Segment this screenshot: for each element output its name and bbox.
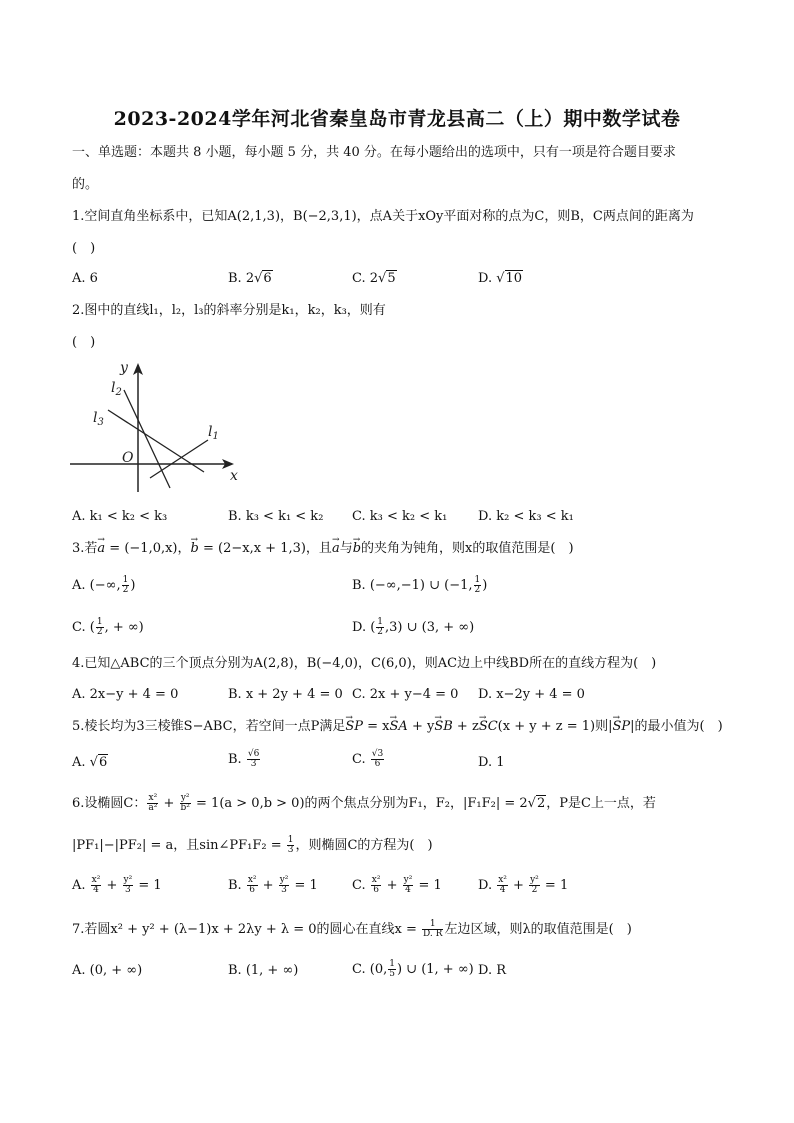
q5-plus-y: + y xyxy=(407,719,435,734)
q3-option-a xyxy=(72,576,135,595)
q6-d-plus: + xyxy=(508,878,529,893)
q6-line2-end: ，则椭圆C的方程为( ) xyxy=(295,838,433,853)
q2-figure xyxy=(68,360,243,495)
q6-d-pre: D. xyxy=(478,878,497,893)
q3-b-frac: $\frac{1}{2}$ xyxy=(474,575,481,595)
q1-d-rad: 10 xyxy=(505,271,523,286)
q3-c-pre: C. ( xyxy=(72,620,95,635)
q7-option-b: B. (1, + ∞) xyxy=(228,963,299,978)
q3-c-post: , + ∞) xyxy=(104,620,144,635)
q4-option-b: B. x + 2y + 4 = 0 xyxy=(228,687,343,702)
q5-c-pre: C. xyxy=(352,752,370,767)
q3-stem xyxy=(72,540,574,558)
q1-stem: 1.空间直角坐标系中，已知A(2,1,3)，B(−2,3,1)，点A关于xOy平面对称的点为C，则B，C两点间的距离为 xyxy=(72,209,694,224)
q1-c-coef: C. 2 xyxy=(352,271,379,286)
q5-option-b xyxy=(228,750,261,769)
q6-d-frac2: $\frac{\text{y²}}{2}$ xyxy=(530,875,539,895)
q2-option-d: D. k₂ < k₃ < k₁ xyxy=(478,509,574,524)
q1-b-sqrt: √6 xyxy=(254,271,272,286)
q6-a-eq: = 1 xyxy=(134,878,162,893)
q7-stem-pre: 7.若圆x² + y² + (λ−1)x + 2λy + λ = 0的圆心在直线x = xyxy=(72,922,422,937)
q6-d-eq: = 1 xyxy=(540,878,569,893)
q6-rad: 2 xyxy=(536,796,546,811)
l3-label: $l_3$ xyxy=(93,410,104,428)
q3-stem-pre: 3.若 xyxy=(72,541,98,556)
q6-c-frac1: $\frac{\text{x²}}{6}$ xyxy=(371,875,381,895)
q1-paren: ( ) xyxy=(72,241,96,256)
q2-option-a: A. k₁ < k₂ < k₃ xyxy=(72,509,168,524)
q2-option-b: B. k₃ < k₁ < k₂ xyxy=(228,509,324,524)
q3-c-frac: $\frac{1}{2}$ xyxy=(96,617,103,637)
q7-stem-end: 左边区域，则λ的取值范围是( ) xyxy=(444,922,632,937)
exam-title: 2023-2024学年河北省秦皇岛市青龙县高二（上）期中数学试卷 xyxy=(113,108,681,130)
q2-paren: ( ) xyxy=(72,335,96,350)
q5-option-a xyxy=(72,754,108,772)
vec-sa: → SA xyxy=(390,718,408,736)
q3-option-d xyxy=(352,618,474,637)
q6-stem-mid: = 1(a > 0,b > 0)的两个焦点分别为F₁，F₂，|F₁F₂| = 2 xyxy=(191,796,528,811)
q7-c-post: ) ∪ (1, + ∞) xyxy=(396,962,474,977)
q7-option-c xyxy=(352,960,474,979)
q3-option-b xyxy=(352,576,487,595)
q6-b-eq: = 1 xyxy=(290,878,318,893)
q6-frac-y: $\frac{\text{y²}}{\text{b²}}$ xyxy=(180,793,190,813)
origin-label: O xyxy=(122,450,134,466)
q3-stem-end: 的夹角为钝角，则x的取值范围是( ) xyxy=(361,541,574,556)
q5-a-pre: A. xyxy=(72,755,90,770)
vector-a-ref: → a xyxy=(332,540,340,558)
q6-stem-line2 xyxy=(72,836,433,855)
q4-option-d: D. x−2y + 4 = 0 xyxy=(478,687,585,702)
q6-d-frac1: $\frac{\text{x²}}{4}$ xyxy=(498,875,507,895)
q3-b-post: ) xyxy=(482,578,488,593)
y-axis-label: y xyxy=(120,360,128,376)
q3-d-pre: D. ( xyxy=(352,620,376,635)
vector-b: → b xyxy=(191,540,199,558)
q3-b-pre: B. (−∞,−1) ∪ (−1, xyxy=(352,578,473,593)
q6-frac-x: $\frac{\text{x²}}{\text{a²}}$ xyxy=(148,793,158,813)
q6-option-b xyxy=(228,876,318,895)
q1-d-sqrt: √10 xyxy=(496,271,523,286)
q6-c-frac2: $\frac{\text{y²}}{4}$ xyxy=(403,875,413,895)
q7-stem xyxy=(72,920,632,939)
q5-c-frac: $\frac{√3}{6}$ xyxy=(371,749,384,769)
l1-label: $l_1$ xyxy=(208,424,219,442)
l2-label: $l_2$ xyxy=(111,380,122,398)
q7-c-pre: C. (0, xyxy=(352,962,388,977)
q4-option-a: A. 2x−y + 4 = 0 xyxy=(72,687,179,702)
q6-c-eq: = 1 xyxy=(414,878,442,893)
q6-a-pre: A. xyxy=(72,878,90,893)
q5-option-d: D. 1 xyxy=(478,755,505,770)
q3-and: 与 xyxy=(339,541,353,556)
vec-sp-abs: → SP xyxy=(612,718,630,736)
q3-a-frac: $\frac{1}{2}$ xyxy=(122,575,129,595)
q7-frac: $\frac{1}{D. R}$ xyxy=(423,919,443,939)
q1-c-sqrt: √5 xyxy=(378,271,396,286)
q6-c-pre: C. xyxy=(352,878,370,893)
q3-vec-a-value: = (−1,0,x)， xyxy=(105,541,191,556)
q6-a-frac1: $\frac{\text{x²}}{4}$ xyxy=(91,875,101,895)
q6-stem-pre: 6.设椭圆C： xyxy=(72,796,147,811)
q3-a-pre: A. (−∞, xyxy=(72,578,121,593)
q6-b-frac2: $\frac{\text{y²}}{3}$ xyxy=(279,875,289,895)
q4-stem: 4.已知△ABC的三个顶点分别为A(2,8)，B(−4,0)，C(6,0)，则AC边上中线BD所在的直线方程为( ) xyxy=(72,656,657,671)
q3-d-frac: $\frac{1}{2}$ xyxy=(377,617,384,637)
q5-stem-end: |的最小值为( ) xyxy=(630,719,723,734)
q2-option-c: C. k₃ < k₂ < k₁ xyxy=(352,509,448,524)
q6-b-frac1: $\frac{\text{x²}}{6}$ xyxy=(247,875,257,895)
q6-stem-end: ，P是C上一点，若 xyxy=(546,796,656,811)
q6-line2-pre: |PF₁|−|PF₂| = a，且sin∠PF₁F₂ = xyxy=(72,838,286,853)
q3-option-c xyxy=(72,618,144,637)
q6-a-plus: + xyxy=(102,878,122,893)
q5-b-frac: $\frac{√6}{3}$ xyxy=(247,749,260,769)
vector-a: → a xyxy=(97,540,105,558)
line-l2 xyxy=(124,390,170,488)
q7-option-a: A. (0, + ∞) xyxy=(72,963,143,978)
q7-option-d: D. R xyxy=(478,963,507,978)
q5-a-rad: 6 xyxy=(98,755,108,770)
q6-a-frac2: $\frac{\text{y²}}{3}$ xyxy=(123,875,133,895)
q6-plus: + xyxy=(159,796,179,811)
q6-sin-frac: $\frac{1}{3}$ xyxy=(287,835,294,855)
q6-sqrt: √2 xyxy=(527,796,546,811)
x-axis-label: x xyxy=(230,468,238,484)
q6-option-c xyxy=(352,876,442,895)
q1-d-label: D. xyxy=(478,271,497,286)
q6-c-plus: + xyxy=(382,878,402,893)
q6-b-plus: + xyxy=(258,878,278,893)
vec-sc: → SC xyxy=(479,718,498,736)
line-l1 xyxy=(150,440,208,478)
q6-b-pre: B. xyxy=(228,878,246,893)
q1-option-d xyxy=(478,270,523,288)
q5-option-c xyxy=(352,750,385,769)
q5-b-pre: B. xyxy=(228,752,246,767)
q1-b-rad: 6 xyxy=(263,271,272,286)
q1-b-coef: B. 2 xyxy=(228,271,255,286)
q5-cond: (x + y + z = 1)则| xyxy=(497,719,613,734)
q5-plus-z: + z xyxy=(452,719,479,734)
q3-a-post: ) xyxy=(130,578,136,593)
vec-sb: → SB xyxy=(434,718,452,736)
q6-option-d xyxy=(478,876,568,895)
q7-c-frac: $\frac{1}{5}$ xyxy=(389,959,395,979)
vec-sp: → SP xyxy=(345,718,363,736)
q3-vec-b-value: = (2−x,x + 1,3)，且 xyxy=(198,541,332,556)
q1-c-rad: 5 xyxy=(387,271,396,286)
q1-option-b xyxy=(228,270,273,288)
q2-stem: 2.图中的直线l₁，l₂，l₃的斜率分别是k₁，k₂，k₃，则有 xyxy=(72,303,386,318)
q5-eq: = x xyxy=(363,719,390,734)
vector-b-ref: → b xyxy=(353,540,361,558)
q5-stem xyxy=(72,718,723,736)
q6-stem xyxy=(72,794,656,813)
section-heading: 一、单选题：本题共 8 小题，每小题 5 分，共 40 分。在每小题给出的选项中，只有一项是符合题目要求 xyxy=(72,145,676,160)
q6-option-a xyxy=(72,876,162,895)
section-heading-cont: 的。 xyxy=(72,177,99,192)
q5-a-sqrt: √6 xyxy=(89,755,108,770)
q4-option-c: C. 2x + y−4 = 0 xyxy=(352,687,459,702)
q1-option-c xyxy=(352,270,397,288)
q5-stem-pre: 5.棱长均为3三棱锥S−ABC，若空间一点P满足 xyxy=(72,719,346,734)
q1-option-a: A. 6 xyxy=(72,271,98,286)
q3-d-post: ,3) ∪ (3, + ∞) xyxy=(385,620,475,635)
